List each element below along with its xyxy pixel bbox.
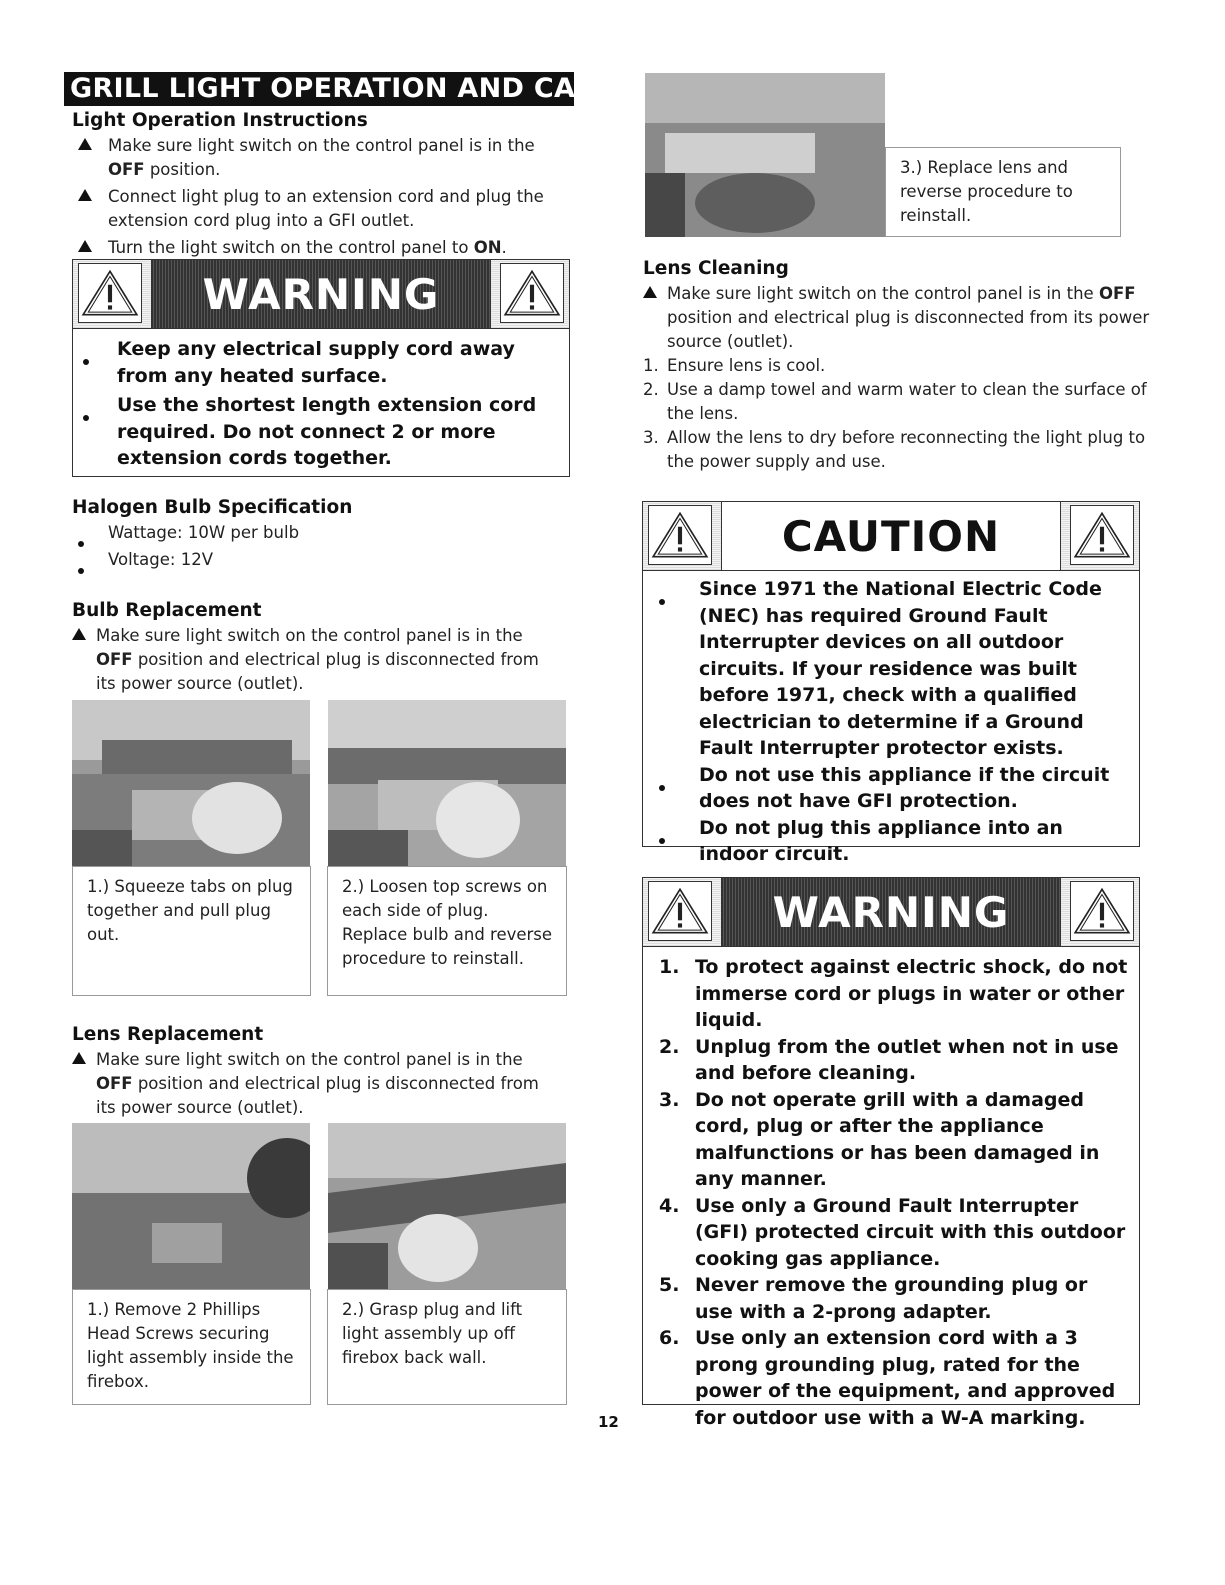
spec-item: Wattage: 10W per bulb — [72, 521, 572, 545]
warning-triangle-icon — [500, 263, 564, 323]
bullet-icon — [83, 346, 89, 373]
lens-photo-2 — [328, 1123, 566, 1289]
caution-label: CAUTION — [721, 502, 1061, 570]
warning-numbered-item: 3. Do not operate grill with a damaged cord, plug or after the appliance malfunctions or has been damaged in any manner. — [659, 1088, 1100, 1190]
caution-item: Do not plug this appliance into an indoor circuit. — [643, 815, 1129, 868]
caution-item: Since 1971 the National Electric Code (NEC) has required Ground Fault Interrupter devices on all outdoor circuits. If your residence was built before 1971, check with a qualified electrician to determine if a Ground Fault Interrupter protector exists. — [643, 576, 1129, 762]
lens-cleaning-instruction: Make sure light switch on the control panel is in the OFF position and electrical plug is disconnected from its power source (outlet). — [643, 282, 1153, 354]
triangle-bullet-icon — [72, 1048, 86, 1072]
warning-label: WARNING — [151, 260, 491, 328]
light-op-item: Turn the light switch on the control panel to ON. — [72, 236, 572, 260]
warning-box-2 — [642, 877, 1140, 1429]
caution-item: Do not use this appliance if the circuit does not have GFI protection. — [643, 762, 1129, 815]
warning-item: Keep any electrical supply cord away from any heated surface. — [73, 336, 563, 389]
triangle-bullet-icon — [78, 134, 92, 158]
lens-caption-1: 1.) Remove 2 Phillips Head Screws securing light assembly inside the firebox. — [72, 1289, 311, 1405]
warning-label: WARNING — [721, 878, 1061, 946]
bulb-photo-2 — [328, 700, 566, 866]
lens-cleaning-section — [643, 258, 1153, 474]
light-op-item: Connect light plug to an extension cord and plug the extension cord plug into a GFI outlet. — [72, 185, 572, 233]
bullet-icon — [659, 586, 665, 613]
bulb-replacement-instruction: Make sure light switch on the control panel is in the OFF position and electrical plug is disconnected from its power source (outlet). — [72, 624, 562, 696]
page-title: GRILL LIGHT OPERATION AND CARE — [64, 72, 574, 106]
lens-caption-3: 3.) Replace lens and reverse procedure to reinstall. — [885, 147, 1121, 237]
warning-numbered-item: 4. Use only a Ground Fault Interrupter (GFI) protected circuit with this outdoor cooking gas appliance. — [659, 1194, 1126, 1270]
bullet-icon — [78, 557, 84, 581]
lens-replacement-section — [72, 1024, 562, 1120]
light-op-item: Make sure light switch on the control panel is in the OFF position. — [72, 134, 572, 182]
lens-replacement-instruction: Make sure light switch on the control panel is in the OFF position and electrical plug is disconnected from its power source (outlet). — [72, 1048, 562, 1120]
warning-triangle-icon — [648, 881, 712, 941]
warning-triangle-icon — [648, 505, 712, 565]
caution-box — [642, 501, 1140, 865]
bulb-caption-2: 2.) Loosen top screws on each side of plug. Replace bulb and reverse procedure to reinstall. — [327, 866, 567, 996]
bullet-icon — [659, 772, 665, 799]
warning-item: Use the shortest length extension cord required. Do not connect 2 or more extension cords together. — [73, 392, 563, 472]
bullet-icon — [659, 825, 665, 852]
warning-numbered-item: 2. Unplug from the outlet when not in use and before cleaning. — [659, 1035, 1119, 1084]
warning-box — [72, 259, 570, 477]
page-number: 12 — [598, 1413, 619, 1431]
lens-photo-3 — [645, 73, 885, 237]
warning-triangle-icon — [78, 263, 142, 323]
lens-photo-1 — [72, 1123, 310, 1289]
triangle-bullet-icon — [78, 236, 92, 260]
halogen-section — [72, 497, 572, 572]
spec-item: Voltage: 12V — [72, 548, 572, 572]
lens-cleaning-heading: Lens Cleaning — [643, 258, 789, 279]
warning-triangle-icon — [1070, 505, 1134, 565]
triangle-bullet-icon — [643, 282, 657, 306]
lens-cleaning-step: 3. Allow the lens to dry before reconnecting the light plug to the power supply and use. — [643, 428, 1146, 471]
light-operation-section — [72, 110, 572, 260]
caution-header — [643, 502, 1139, 571]
light-operation-heading: Light Operation Instructions — [72, 110, 368, 131]
warning-numbered-item: 5. Never remove the grounding plug or use with a 2-prong adapter. — [659, 1274, 1088, 1323]
warning-header — [643, 878, 1139, 947]
halogen-heading: Halogen Bulb Specification — [72, 497, 353, 518]
bulb-photo-1 — [72, 700, 310, 866]
warning-triangle-icon — [1070, 881, 1134, 941]
lens-replacement-heading: Lens Replacement — [72, 1024, 264, 1045]
warning-numbered-item: 1. To protect against electric shock, do not immerse cord or plugs in water or other liquid. — [659, 956, 1128, 1031]
lens-caption-2: 2.) Grasp plug and lift light assembly up off firebox back wall. — [327, 1289, 567, 1405]
warning-numbered-item: 6. Use only an extension cord with a 3 prong grounding plug, rated for the power of the equipment, and approved for outdoor use with a W-A marking. — [659, 1327, 1116, 1429]
lens-cleaning-step: 2. Use a damp towel and warm water to clean the surface of the lens. — [643, 380, 1147, 423]
bulb-replacement-heading: Bulb Replacement — [72, 600, 262, 621]
warning-header — [73, 260, 569, 329]
bulb-replacement-section — [72, 600, 562, 696]
bulb-caption-1: 1.) Squeeze tabs on plug together and pull plug out. — [72, 866, 311, 996]
bullet-icon — [83, 402, 89, 429]
triangle-bullet-icon — [78, 185, 92, 209]
triangle-bullet-icon — [72, 624, 86, 648]
lens-cleaning-step: 1. Ensure lens is cool. — [643, 356, 826, 375]
